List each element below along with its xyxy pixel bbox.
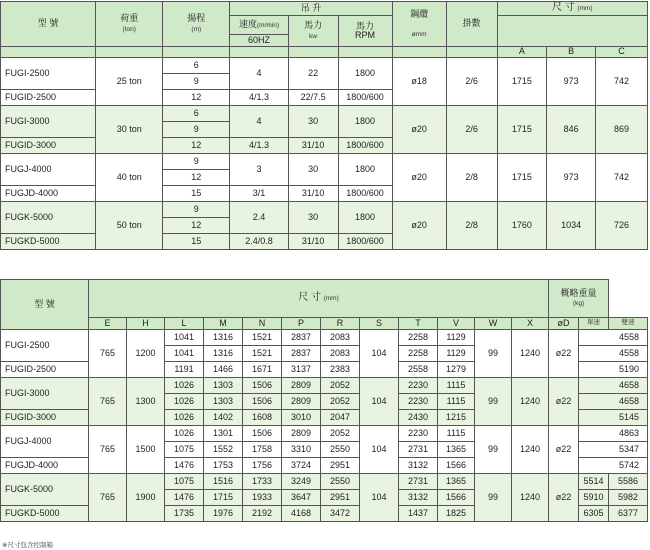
dim-m: 1402	[204, 410, 243, 426]
dim-h: 1500	[127, 426, 165, 474]
col-load: 荷重 (ton)	[96, 2, 163, 47]
dim-r: 2383	[321, 362, 360, 378]
dim-c: 869	[595, 106, 647, 154]
table-row	[1, 330, 648, 346]
col-a: A	[497, 47, 547, 58]
dim-b: 973	[547, 58, 596, 106]
dim-l: 1735	[165, 506, 204, 522]
weight-value: 4658	[579, 378, 648, 394]
t2-col-p: P	[282, 318, 321, 330]
dim-n: 1506	[243, 426, 282, 442]
dim-r: 2052	[321, 378, 360, 394]
lift-value: 6	[163, 106, 230, 122]
weight-value: 4558	[579, 330, 648, 346]
model-name: FUGID-3000	[1, 410, 89, 426]
lift-value: 12	[163, 138, 230, 154]
dim-e: 765	[89, 330, 127, 378]
dim-t: 2430	[399, 410, 438, 426]
dim-t: 2230	[399, 426, 438, 442]
lift-value: 6	[163, 58, 230, 74]
dim-p: 2837	[282, 330, 321, 346]
dim-v: 1365	[438, 474, 475, 490]
dim-l: 1026	[165, 394, 204, 410]
t2-col-m: M	[204, 318, 243, 330]
rpm-value: 1800/600	[338, 138, 392, 154]
col-hoist: 吊 升	[230, 2, 392, 16]
col-model: 型 號	[1, 2, 96, 47]
dim-s: 104	[360, 426, 399, 474]
rpm-value: 1800/600	[338, 90, 392, 106]
table-row	[1, 106, 648, 122]
weight-single: 5910	[579, 490, 609, 506]
dim-n: 1506	[243, 378, 282, 394]
lift-value: 12	[163, 170, 230, 186]
dim-r: 2083	[321, 346, 360, 362]
lift-value: 15	[163, 234, 230, 250]
t2-col-v: V	[438, 318, 475, 330]
weight-double: 6377	[609, 506, 648, 522]
t2-col-t: T	[399, 318, 438, 330]
weight-single: 6305	[579, 506, 609, 522]
lift-value: 12	[163, 90, 230, 106]
model-name: FUGKD-5000	[1, 234, 96, 250]
load-value: 30 ton	[96, 106, 163, 154]
lift-value: 12	[163, 218, 230, 234]
t2-col-s: S	[360, 318, 399, 330]
model-name: FUGI-2500	[1, 58, 96, 90]
dim-w: 99	[475, 474, 512, 522]
dim-h: 1200	[127, 330, 165, 378]
dim-n: 1671	[243, 362, 282, 378]
load-value: 25 ton	[96, 58, 163, 106]
dim-p: 2809	[282, 378, 321, 394]
dim-m: 1466	[204, 362, 243, 378]
dim-m: 1303	[204, 394, 243, 410]
table-row	[1, 378, 648, 394]
dim-l: 1075	[165, 474, 204, 490]
dim-p: 3249	[282, 474, 321, 490]
dim-s: 104	[360, 474, 399, 522]
dim-p: 2809	[282, 426, 321, 442]
model-name: FUGID-2500	[1, 362, 89, 378]
col-chain: 鋼纜 ømm	[392, 2, 446, 47]
col-motor: 馬力 RPM	[338, 16, 392, 47]
model-name: FUGK-5000	[1, 202, 96, 234]
dim-n: 1608	[243, 410, 282, 426]
dim-d: ø22	[549, 426, 579, 474]
weight-value: 4863	[579, 426, 648, 442]
dim-t: 2731	[399, 474, 438, 490]
dim-l: 1041	[165, 330, 204, 346]
weight-value: 5190	[579, 362, 648, 378]
dim-t: 1437	[399, 506, 438, 522]
table-row	[1, 474, 648, 490]
speed-value: 4/1.3	[230, 138, 288, 154]
model-name: FUGID-2500	[1, 90, 96, 106]
dim-w: 99	[475, 330, 512, 378]
speed-value: 2.4	[230, 202, 288, 234]
t2-col-dim: 尺 寸 (mm)	[89, 280, 549, 318]
power-value: 31/10	[288, 234, 338, 250]
speed-value: 4	[230, 58, 288, 90]
t2-col-double: 雙速	[609, 318, 648, 330]
dim-n: 1521	[243, 346, 282, 362]
dim-r: 2047	[321, 410, 360, 426]
power-value: 31/10	[288, 186, 338, 202]
dim-b: 973	[547, 154, 596, 202]
dim-l: 1041	[165, 346, 204, 362]
dim-v: 1115	[438, 378, 475, 394]
dim-r: 2052	[321, 426, 360, 442]
speed-value: 3/1	[230, 186, 288, 202]
dim-v: 1365	[438, 442, 475, 458]
col-hook: 掛數	[446, 2, 497, 47]
dim-n: 1733	[243, 474, 282, 490]
power-value: 30	[288, 154, 338, 186]
dim-t: 2558	[399, 362, 438, 378]
col-b: B	[547, 47, 596, 58]
dim-l: 1026	[165, 410, 204, 426]
dim-r: 2951	[321, 458, 360, 474]
speed-value: 2.4/0.8	[230, 234, 288, 250]
t2-col-h: H	[127, 318, 165, 330]
model-name: FUGI-3000	[1, 378, 89, 410]
rpm-value: 1800/600	[338, 234, 392, 250]
dim-t: 2258	[399, 330, 438, 346]
dim-m: 1301	[204, 426, 243, 442]
dim-m: 1715	[204, 490, 243, 506]
dim-a: 1715	[497, 106, 547, 154]
spec-table-1	[0, 1, 648, 250]
dim-v: 1215	[438, 410, 475, 426]
dim-v: 1115	[438, 426, 475, 442]
col-lift: 揚程 (m)	[163, 2, 230, 47]
dim-r: 3472	[321, 506, 360, 522]
dim-r: 2083	[321, 330, 360, 346]
dim-c: 742	[595, 154, 647, 202]
model-name: FUGID-3000	[1, 138, 96, 154]
dim-m: 1516	[204, 474, 243, 490]
lift-value: 9	[163, 154, 230, 170]
lift-value: 9	[163, 202, 230, 218]
rpm-value: 1800	[338, 202, 392, 234]
weight-double: 5586	[609, 474, 648, 490]
dim-m: 1976	[204, 506, 243, 522]
load-value: 40 ton	[96, 154, 163, 202]
dim-h: 1900	[127, 474, 165, 522]
dim-x: 1240	[512, 330, 549, 378]
dim-p: 3010	[282, 410, 321, 426]
hook-value: 2/6	[446, 58, 497, 106]
dim-n: 1756	[243, 458, 282, 474]
chain-value: ø20	[392, 202, 446, 250]
dim-m: 1552	[204, 442, 243, 458]
rpm-value: 1800	[338, 58, 392, 90]
dim-m: 1303	[204, 378, 243, 394]
t2-col-n: N	[243, 318, 282, 330]
speed-value: 4/1.3	[230, 90, 288, 106]
hook-value: 2/8	[446, 202, 497, 250]
dim-p: 4168	[282, 506, 321, 522]
col-c: C	[595, 47, 647, 58]
chain-value: ø20	[392, 154, 446, 202]
weight-single: 5514	[579, 474, 609, 490]
dim-v: 1566	[438, 490, 475, 506]
t2-col-e: E	[89, 318, 127, 330]
model-name: FUGI-3000	[1, 106, 96, 138]
dim-n: 2192	[243, 506, 282, 522]
model-name: FUGI-2500	[1, 330, 89, 362]
t2-col-weight: 概略重量 (kg)	[549, 280, 609, 318]
power-value: 31/10	[288, 138, 338, 154]
dim-a: 1760	[497, 202, 547, 250]
dim-r: 2951	[321, 490, 360, 506]
dim-n: 1758	[243, 442, 282, 458]
dim-t: 2230	[399, 394, 438, 410]
dim-m: 1316	[204, 330, 243, 346]
dim-v: 1129	[438, 346, 475, 362]
dim-e: 765	[89, 426, 127, 474]
dim-p: 3724	[282, 458, 321, 474]
dim-l: 1191	[165, 362, 204, 378]
table-row	[1, 154, 648, 170]
load-value: 50 ton	[96, 202, 163, 250]
power-value: 30	[288, 106, 338, 138]
dim-a: 1715	[497, 58, 547, 106]
table-row	[1, 58, 648, 74]
dim-d: ø22	[549, 474, 579, 522]
dim-b: 846	[547, 106, 596, 154]
dim-x: 1240	[512, 426, 549, 474]
dim-d: ø22	[549, 378, 579, 426]
weight-value: 5145	[579, 410, 648, 426]
dim-s: 104	[360, 378, 399, 426]
dim-t: 2230	[399, 378, 438, 394]
dim-v: 1825	[438, 506, 475, 522]
model-name: FUGJD-4000	[1, 458, 89, 474]
spec-table-2	[0, 279, 648, 522]
t2-col-w: W	[475, 318, 512, 330]
table-row	[1, 426, 648, 442]
weight-value: 4658	[579, 394, 648, 410]
dim-p: 3137	[282, 362, 321, 378]
chain-value: ø20	[392, 106, 446, 154]
dim-e: 765	[89, 378, 127, 426]
speed-value: 3	[230, 154, 288, 186]
dim-r: 2052	[321, 394, 360, 410]
weight-value: 5742	[579, 458, 648, 474]
dim-t: 3132	[399, 490, 438, 506]
dim-l: 1026	[165, 426, 204, 442]
dim-x: 1240	[512, 378, 549, 426]
t2-col-l: L	[165, 318, 204, 330]
col-speed: 速度(m/min)	[230, 16, 288, 35]
hook-value: 2/6	[446, 106, 497, 154]
t2-col-model: 型 號	[1, 280, 89, 330]
dim-p: 3310	[282, 442, 321, 458]
model-name: FUGJ-4000	[1, 426, 89, 458]
dim-l: 1026	[165, 378, 204, 394]
dim-x: 1240	[512, 474, 549, 522]
weight-value: 4558	[579, 346, 648, 362]
table-row	[1, 202, 648, 218]
dim-t: 2258	[399, 346, 438, 362]
dim-p: 2837	[282, 346, 321, 362]
dim-a: 1715	[497, 154, 547, 202]
t2-col-x: X	[512, 318, 549, 330]
dim-v: 1279	[438, 362, 475, 378]
dim-v: 1129	[438, 330, 475, 346]
col-power: 馬力 kw	[288, 16, 338, 47]
lift-value: 9	[163, 74, 230, 90]
model-name: FUGK-5000	[1, 474, 89, 506]
rpm-value: 1800	[338, 106, 392, 138]
dim-m: 1316	[204, 346, 243, 362]
power-value: 30	[288, 202, 338, 234]
dim-c: 726	[595, 202, 647, 250]
t2-col-single: 單速	[579, 318, 609, 330]
dim-l: 1476	[165, 490, 204, 506]
col-dim: 尺 寸 (mm)	[497, 2, 647, 16]
dim-t: 3132	[399, 458, 438, 474]
t2-col-r: R	[321, 318, 360, 330]
col-hz: 60HZ	[230, 35, 288, 47]
dim-t: 2731	[399, 442, 438, 458]
dim-b: 1034	[547, 202, 596, 250]
dim-r: 2550	[321, 474, 360, 490]
dim-v: 1566	[438, 458, 475, 474]
dim-n: 1933	[243, 490, 282, 506]
dim-c: 742	[595, 58, 647, 106]
dim-p: 3647	[282, 490, 321, 506]
lift-value: 15	[163, 186, 230, 202]
dim-s: 104	[360, 330, 399, 378]
dim-w: 99	[475, 378, 512, 426]
rpm-value: 1800/600	[338, 186, 392, 202]
dim-r: 2550	[321, 442, 360, 458]
model-name: FUGJ-4000	[1, 154, 96, 186]
dim-n: 1506	[243, 394, 282, 410]
dim-p: 2809	[282, 394, 321, 410]
dim-v: 1115	[438, 394, 475, 410]
dim-h: 1300	[127, 378, 165, 426]
model-name: FUGKD-5000	[1, 506, 89, 522]
model-name: FUGJD-4000	[1, 186, 96, 202]
dim-w: 99	[475, 426, 512, 474]
t2-col-ød: øD	[549, 318, 579, 330]
dim-l: 1476	[165, 458, 204, 474]
power-value: 22/7.5	[288, 90, 338, 106]
dim-n: 1521	[243, 330, 282, 346]
weight-value: 5347	[579, 442, 648, 458]
lift-value: 9	[163, 122, 230, 138]
chain-value: ø18	[392, 58, 446, 106]
dim-l: 1075	[165, 442, 204, 458]
dim-d: ø22	[549, 330, 579, 378]
power-value: 22	[288, 58, 338, 90]
dim-m: 1753	[204, 458, 243, 474]
dim-e: 765	[89, 474, 127, 522]
hook-value: 2/8	[446, 154, 497, 202]
weight-double: 5982	[609, 490, 648, 506]
footnote: ※尺寸包含控制箱	[2, 542, 53, 549]
rpm-value: 1800	[338, 154, 392, 186]
speed-value: 4	[230, 106, 288, 138]
